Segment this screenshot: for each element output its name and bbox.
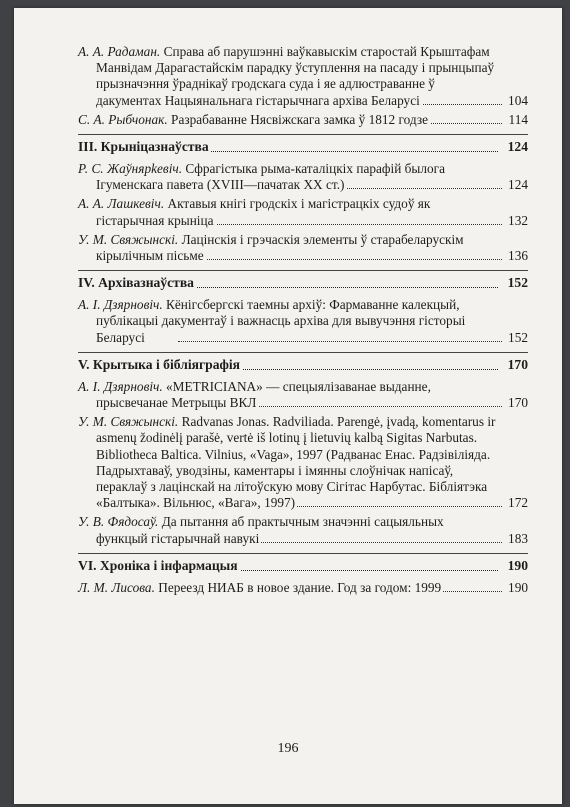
- toc-entry: [78, 112, 528, 128]
- entry-author: А. А. Радаман.: [78, 44, 161, 59]
- entry-page-number: 152: [508, 329, 528, 345]
- leader-dots: [178, 224, 502, 225]
- entry-title: Лацінскія і грэчаскія элементы ў старабеларускім кірылічным пісьме: [96, 231, 464, 264]
- toc-entry: [78, 379, 528, 411]
- entry-title: Переезд НИАБ в новое здание. Год за годом: 1999: [158, 579, 442, 595]
- entry-title: Сфрагістыка рыма-каталіцкіх парафій былога Ігуменскага павета (XVIII—пачатак XX ст.): [96, 161, 445, 193]
- section-page-number: 124: [507, 139, 528, 155]
- entry-author: У. М. Свяжынскі.: [78, 414, 179, 430]
- section-title: V. Крытыка і бібліяграфія: [78, 356, 241, 372]
- book-page: [14, 8, 562, 804]
- toc-section-heading: [78, 134, 528, 156]
- entry-title: Кёнігсбергскі таемны архіў: Фармаванне калекцый, публікацыі дакументаў і важнасць архіва для вывучэння гісторыі Беларусі: [96, 297, 466, 345]
- section-page-number: 190: [507, 557, 528, 573]
- toc-entry: [78, 580, 528, 596]
- entry-author: У. В. Фядосаў.: [78, 514, 159, 530]
- section-title: III. Крыніцазнаўства: [78, 139, 209, 155]
- section-page-number: 170: [507, 356, 528, 372]
- entry-page-number: 170: [508, 395, 528, 411]
- entry-author: А. А. Лашкевіч.: [78, 196, 165, 212]
- entry-title: Да пытання аб практычным значэнні сацыяльных функцый гістарычнай навукі: [96, 514, 444, 546]
- entry-title: Справа аб парушэнні ваўкавыскім старостай Крыштафам Манвідам Дарагастайскім парадку ўступлення на пасаду і прынцыпаў прызначэння ўраднікаў гродскага суда і яе адлюстраванне ў дакументах Нацыянальнага гістарычнага архіва Беларусі: [96, 44, 495, 108]
- entry-page-number: 104: [508, 92, 528, 108]
- entry-author: А. І. Дзярновіч.: [78, 297, 163, 313]
- entry-page-number: 114: [508, 111, 528, 127]
- section-title: IV. Архівазнаўства: [78, 275, 194, 291]
- entry-page-number: 136: [508, 248, 528, 264]
- entry-page-number: 183: [508, 530, 528, 546]
- toc-section-heading: [78, 270, 528, 292]
- entry-author: Л. М. Лисова.: [78, 579, 155, 595]
- entry-author: С. А. Рыбчонак.: [78, 111, 168, 127]
- toc-entry: [78, 44, 528, 109]
- section-page-number: 152: [507, 275, 528, 291]
- leader-dots: [178, 341, 502, 342]
- entry-author: А. І. Дзярновіч.: [78, 378, 163, 394]
- toc-entry: [78, 232, 528, 264]
- entry-title: Актавыя кнігі гродскіх і магістрацкіх судоў як гістарычная крыніца: [96, 196, 431, 228]
- entry-author: Р. С. Жаўнярkевіч.: [78, 161, 183, 177]
- table-of-contents: [78, 44, 528, 599]
- toc-entry: [78, 196, 528, 228]
- entry-page-number: 190: [508, 579, 528, 595]
- toc-section-heading: [78, 553, 528, 575]
- entry-page-number: 172: [508, 495, 528, 511]
- toc-entry: [78, 414, 528, 511]
- entry-title: Разрабаванне Нясвіжскага замка ў 1812 годзе: [171, 111, 428, 127]
- entry-title: Radvanas Jonas. Radviliada. Parengė, įvadą, komentarus ir asmenų žodinėlį parašė, vertė iš lotinų į lietuvių kalbą Sigitas Narbutas. Bibliotheca Baltica. Vilnius, «Vaga», 1997 (Радванас Енас. Радзівіліяда. Падрыхтаваў, уводзіны, каментары і імянны слоўнічак напісаў, пераклаў з лацінскай на літоўскую мову Сігітас Нарбутас. Бібліятэка «Балтыка». Вільнюс, «Вага», 1997): [96, 414, 496, 511]
- toc-entry: [78, 161, 528, 193]
- entry-title: «METRICIANA» — спецыялізаванае выданне, прысвечанае Метрыцы ВКЛ: [96, 378, 431, 411]
- toc-section-heading: [78, 352, 528, 374]
- section-title: VI. Хроніка і інфармацыя: [78, 557, 238, 573]
- page-number: 196: [277, 741, 299, 756]
- entry-page-number: 124: [508, 177, 528, 193]
- toc-entry: [78, 297, 528, 346]
- leader-dots: [178, 259, 502, 260]
- entry-author: У. М. Свяжынскі.: [78, 231, 179, 247]
- entry-page-number: 132: [508, 212, 528, 228]
- toc-entry: [78, 514, 528, 546]
